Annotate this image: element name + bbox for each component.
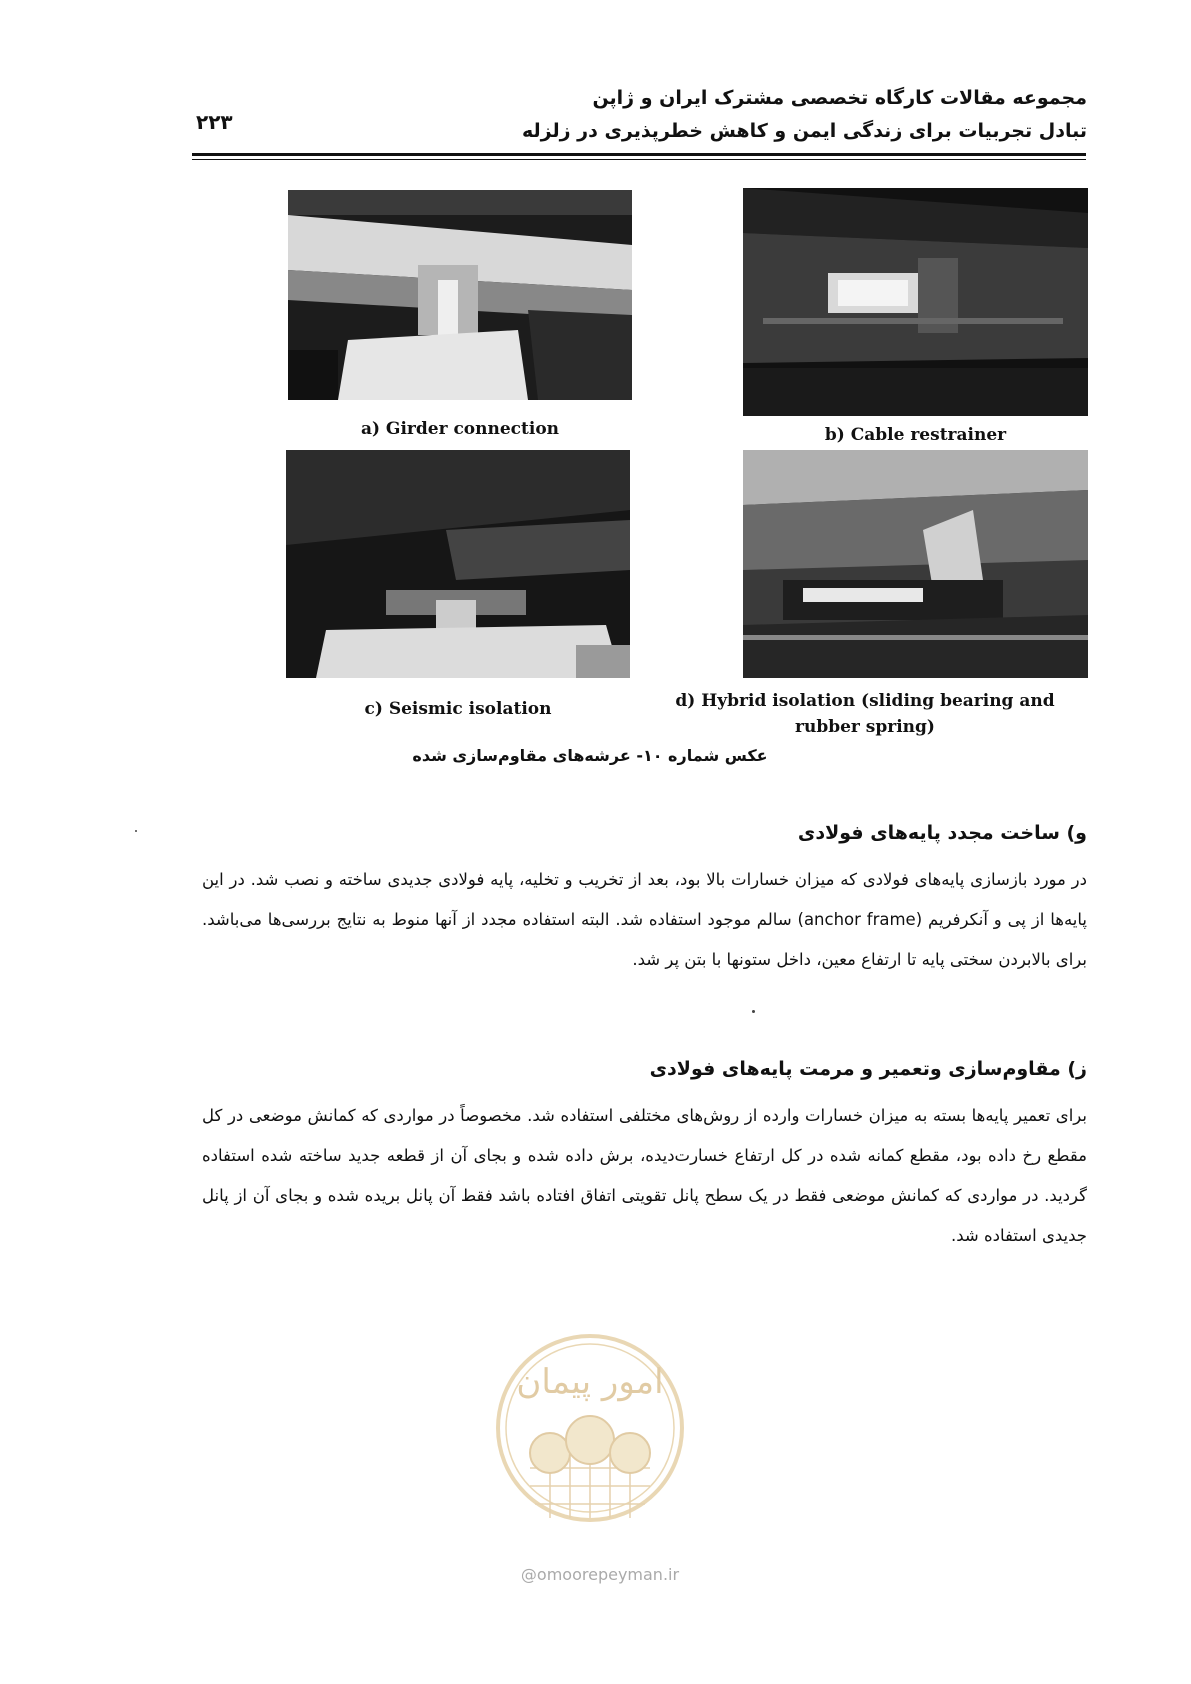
stray-mark xyxy=(135,830,137,832)
section-f-text: در مورد بازسازی پایه‌های فولادی که میزان خسارات بالا بود، بعد از تخریب و تخلیه، پایه فولادی جدیدی ساخته و نصب شد. در این پایه‌ها از پی و آنکرفریم (anchor frame) سالم موجود استفاده شد. البته استفاده مجدد از آنها منوط به نتایج بررسی‌ها می‌باشد. برای بالابردن سختی پایه تا ارتفاع معین، داخل ستونها با بتن پر شد. xyxy=(202,870,1087,969)
caption-b: b) Cable restrainer xyxy=(824,425,1007,445)
watermark-site: @omoorepeyman.ir xyxy=(520,1565,680,1584)
hybrid-isolation-photo xyxy=(743,450,1088,678)
section-g-text: برای تعمیر پایه‌ها بسته به میزان خسارات وارده از روش‌های مختلفی استفاده شد. مخصوصاً در مواردی که کمانش موضعی در کل مقطع رخ داده بود، مقطع کمانه شده در کل ارتفاع خسارت‌دیده، برش داده شده و بجای آن از قطعه جدید ساخته شده استفاده گردید. در مواردی که کمانش موضعی فقط در یک سطح پانل تقویتی اتفاق افتاده باشد فقط آن پانل بریده شده و بجای آن از پانل جدیدی استفاده شد. xyxy=(202,1106,1087,1245)
omoorepeyman-stamp xyxy=(490,1318,690,1568)
running-header xyxy=(522,82,1087,148)
section-f-heading: و) ساخت مجدد پایه‌های فولادی xyxy=(797,822,1087,844)
seismic-isolation-photo xyxy=(286,450,630,678)
caption-a: a) Girder connection xyxy=(360,419,560,439)
svg-text:امور پیمان: امور پیمان xyxy=(516,1362,664,1402)
cable-restrainer-photo xyxy=(743,188,1088,416)
header-line-2: تبادل تجربیات برای زندگی ایمن و کاهش خطرپذیری در زلزله xyxy=(522,120,1087,142)
caption-d: d) Hybrid isolation (sliding bearing and rubber spring) xyxy=(675,691,1055,737)
header-line-1: مجموعه مقالات کارگاه تخصصی مشترک ایران و ژاپن xyxy=(592,87,1087,109)
stray-mark xyxy=(752,1010,755,1013)
header-rule-thick xyxy=(192,153,1086,156)
header-rule-thin xyxy=(192,159,1086,160)
girder-connection-photo xyxy=(288,190,632,400)
figure-caption: عکس شماره ۱۰- عرشه‌های مقاوم‌سازی شده xyxy=(412,746,768,765)
page-number: ۲۲۳ xyxy=(196,110,233,134)
section-g-heading: ز) مقاوم‌سازی وتعمیر و مرمت پایه‌های فولادی xyxy=(649,1058,1087,1080)
caption-c: c) Seismic isolation xyxy=(364,699,552,719)
